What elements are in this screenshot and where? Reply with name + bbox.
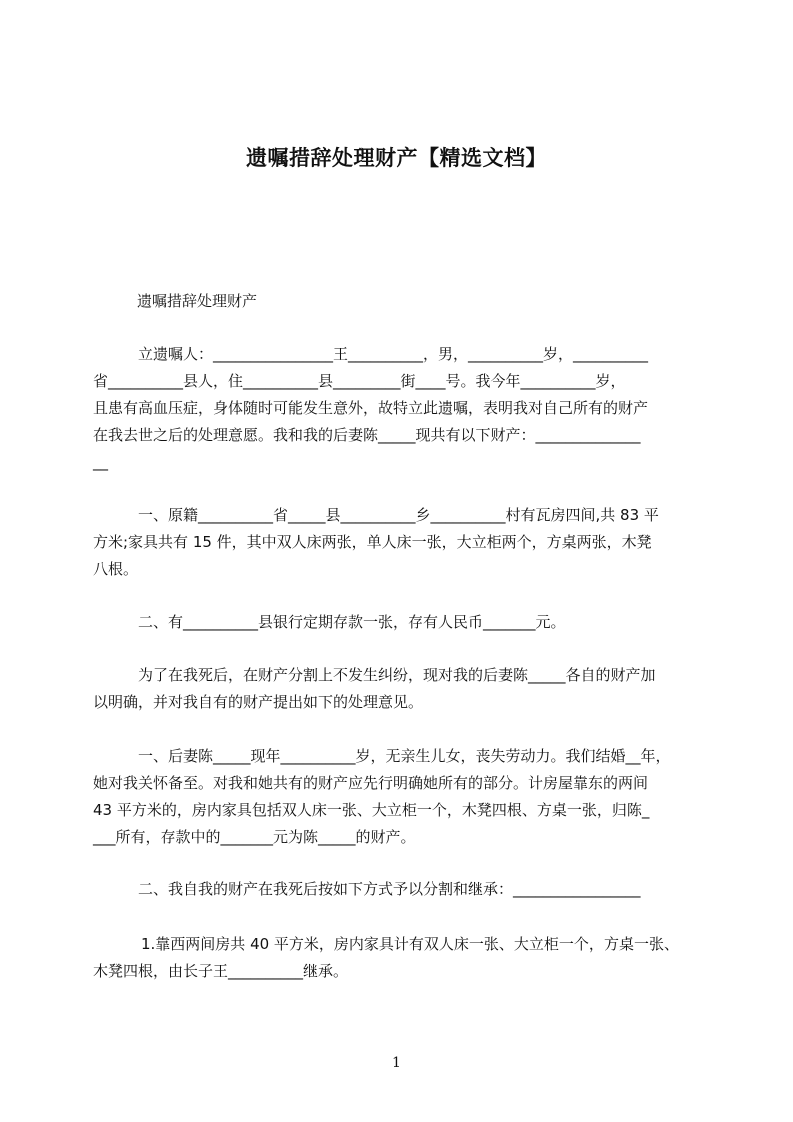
paragraph-line: 一、原籍__________省_____县__________乡__________村有瓦房四间,共 83 平	[138, 506, 659, 524]
paragraph-line: 木凳四根，由长子王__________继承。	[93, 962, 349, 980]
paragraph-line: 她对我关怀备至。对我和她共有的财产应先行明确她所有的部分。计房屋靠东的两间	[93, 774, 649, 792]
document-title: 遗嘱措辞处理财产【精选文档】	[246, 146, 547, 170]
paragraph-line: 方米;家具共有 15 件，其中双人床两张，单人床一张，大立柜两个，方桌两张，木凳	[93, 533, 652, 551]
paragraph-line: 在我去世之后的处理意愿。我和我的后妻陈_____现共有以下财产：______________	[93, 426, 641, 444]
paragraph-line: ___所有，存款中的_______元为陈_____的财产。	[93, 828, 416, 846]
paragraph-line: __	[93, 453, 108, 471]
paragraph-line: 以明确，并对我自有的财产提出如下的处理意见。	[93, 693, 424, 711]
paragraph-line: 二、有__________县银行定期存款一张，存有人民币_______元。	[138, 613, 566, 631]
paragraph-line: 43 平方米的，房内家具包括双人床一张、大立柜一个，木凳四根、方桌一张，归陈_	[93, 801, 650, 819]
paragraph-line: 为了在我死后，在财产分割上不发生纠纷，现对我的后妻陈_____各自的财产加	[138, 666, 656, 684]
paragraph-line: 省__________县人，住__________县_________街____号。我今年__________岁，	[93, 372, 626, 390]
paragraph-line: 立遗嘱人：________________王__________，男，__________岁，__________	[138, 345, 649, 363]
paragraph-line: 二、我自我的财产在我死后按如下方式予以分割和继承：_________________	[138, 880, 641, 898]
paragraph-line: 八根。	[93, 560, 139, 578]
paragraph-line: 一、后妻陈_____现年__________岁，无亲生儿女，丧失劳动力。我们结婚__年，	[138, 747, 671, 765]
paragraph-line: 且患有高血压症，身体随时可能发生意外，故特立此遗嘱，表明我对自己所有的财产	[93, 399, 649, 417]
paragraph-line: 1.靠西两间房共 40 平方米，房内家具计有双人床一张、大立柜一个，方桌一张、	[141, 935, 679, 953]
page-number: 1	[392, 1055, 401, 1071]
section-heading: 遗嘱措辞处理财产	[137, 292, 258, 310]
